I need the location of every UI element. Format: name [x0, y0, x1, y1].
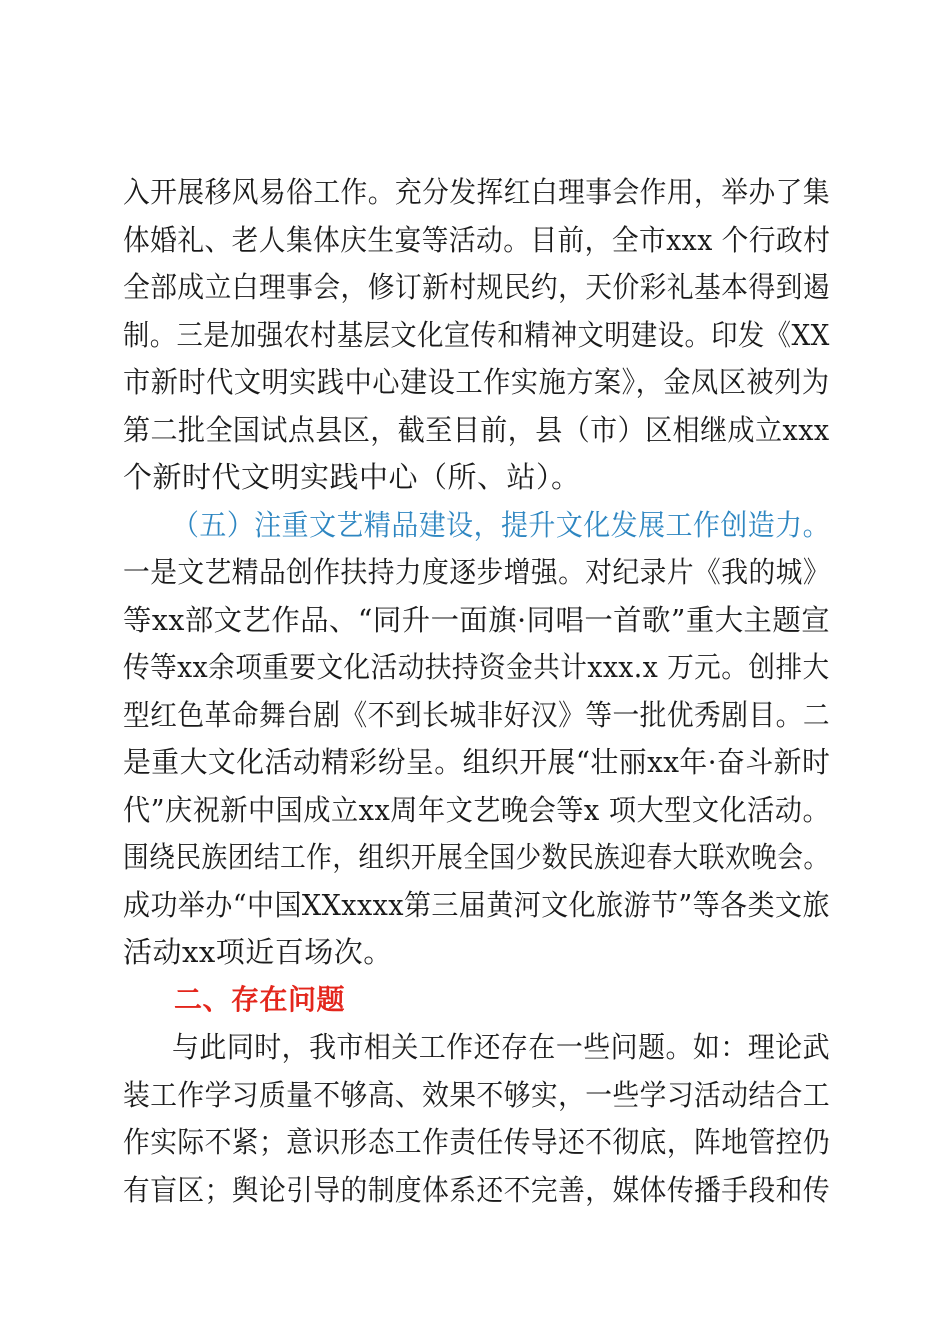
- paragraph-line: 第二批全国试点县区，截至目前，县（市）区相继成立xxx: [123, 413, 830, 447]
- paragraph-line: 围绕民族团结工作，组织开展全国少数民族迎春大联欢晚会。: [123, 840, 830, 874]
- paragraph-line: 成功举办“中国XXxxxx第三届黄河文化旅游节”等各类文旅: [123, 888, 830, 922]
- paragraph-line: 传等xx余项重要文化活动扶持资金共计xxx.x 万元。创排大: [123, 650, 830, 684]
- paragraph-line: 有盲区；舆论引导的制度体系还不完善，媒体传播手段和传: [123, 1173, 831, 1207]
- paragraph-line: 个新时代文明实践中心（所、站）。: [123, 460, 581, 494]
- paragraph-line: 市新时代文明实践中心建设工作实施方案》，金凤区被列为: [123, 365, 830, 399]
- section-heading-five: （五）注重文艺精品建设，提升文化发展工作创造力。: [172, 508, 831, 542]
- paragraph-line: 代”庆祝新中国成立xx周年文艺晚会等x 项大型文化活动。: [123, 793, 831, 827]
- paragraph-line: 等xx部文艺作品、“同升一面旗·同唱一首歌”重大主题宣: [123, 603, 831, 637]
- paragraph-line: 与此同时，我市相关工作还存在一些问题。如：理论武: [172, 1030, 831, 1064]
- paragraph-line: 作实际不紧；意识形态工作责任传导还不彻底，阵地管控仍: [123, 1125, 831, 1159]
- paragraph-line: 活动xx项近百场次。: [123, 935, 393, 969]
- paragraph-line: 制。三是加强农村基层文化宣传和精神文明建设。印发《XX: [123, 318, 830, 352]
- paragraph-line: 一是文艺精品创作扶持力度逐步增强。对纪录片《我的城》: [123, 555, 831, 589]
- paragraph-line: 装工作学习质量不够高、效果不够实，一些学习活动结合工: [123, 1078, 831, 1112]
- paragraph-line: 是重大文化活动精彩纷呈。组织开展“壮丽xx年·奋斗新时: [123, 745, 831, 779]
- paragraph-line: 入开展移风易俗工作。充分发挥红白理事会作用，举办了集: [123, 175, 831, 209]
- paragraph-line: 全部成立白理事会，修订新村规民约，天价彩礼基本得到遏: [123, 270, 831, 304]
- section-heading-issues: 二、存在问题: [174, 983, 346, 1016]
- paragraph-line: 型红色革命舞台剧《不到长城非好汉》等一批优秀剧目。二: [123, 698, 831, 732]
- paragraph-line: 体婚礼、老人集体庆生宴等活动。目前，全市xxx 个行政村: [123, 223, 831, 257]
